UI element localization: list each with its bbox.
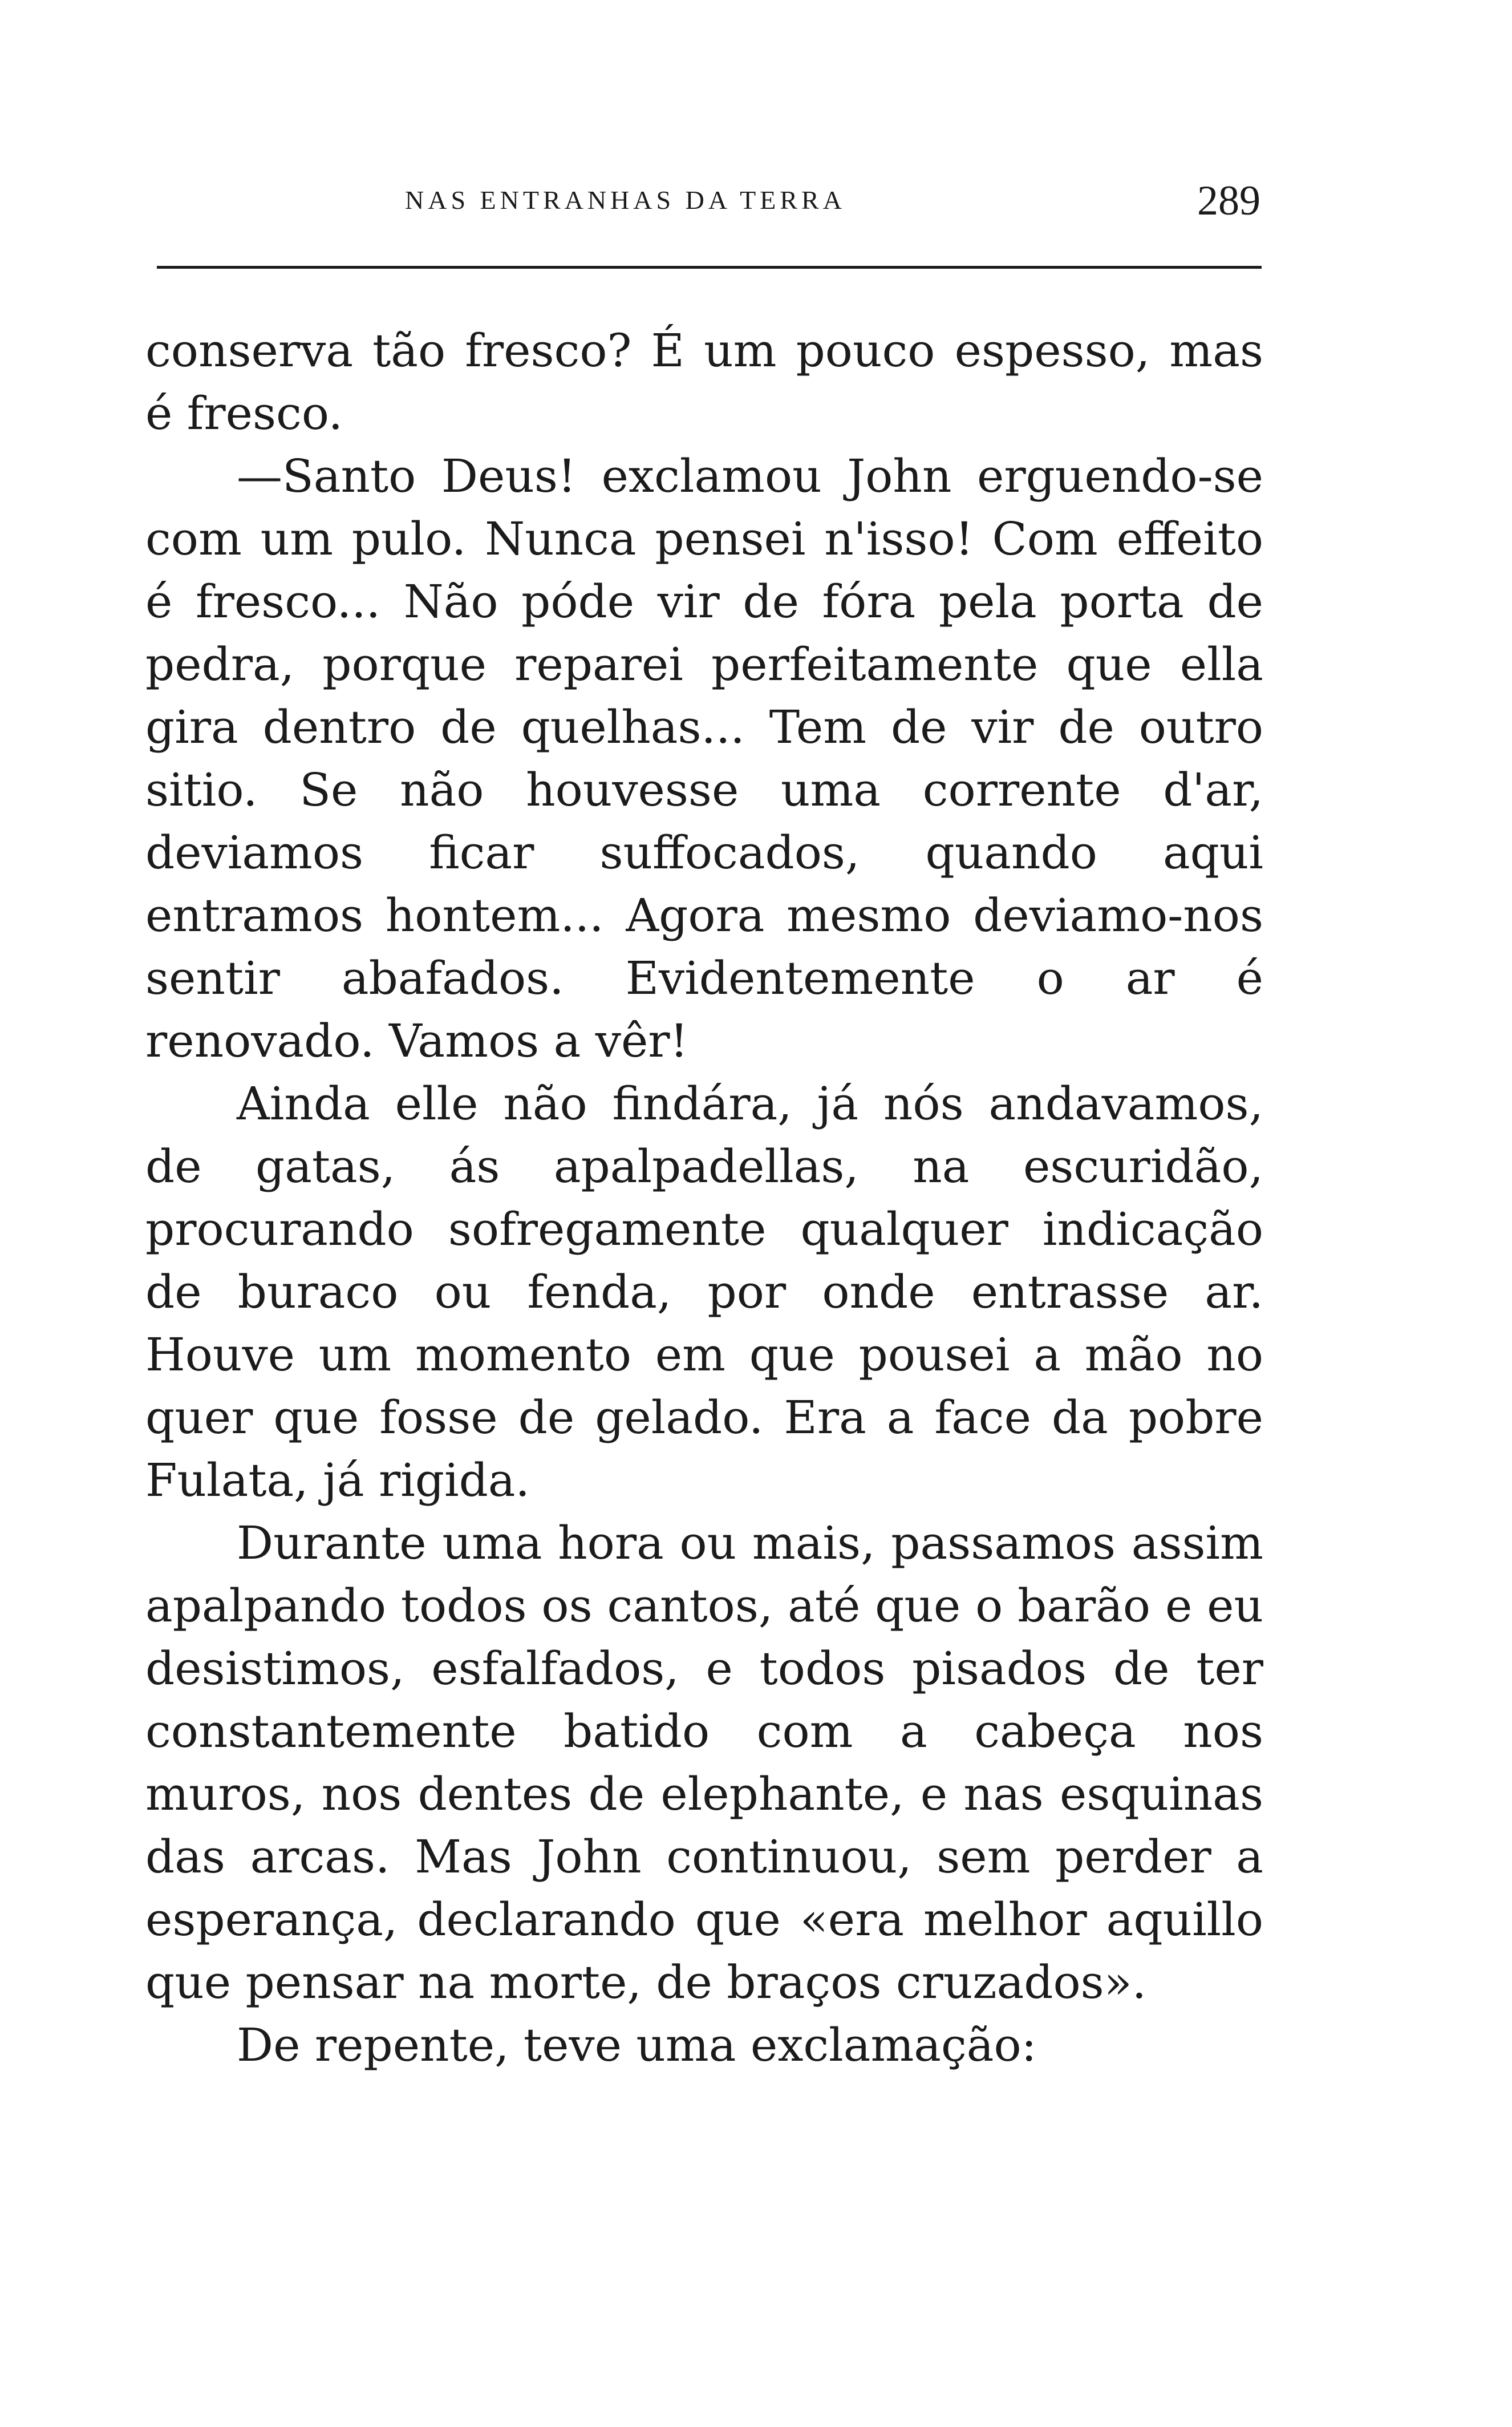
paragraph: Durante uma hora ou mais, passamos assim apalpando todos os cantos, até que o barão e eu desistimos, esfalfados, e todos pisados de ter constantemente batido com a cabeça nos muros, nos dentes de elephante, e nas esquinas das arcas. Mas John continuou, sem perder a esperança, declarando que «era melhor aquillo que pensar na morte, de braços cruzados». <box>145 1516 1263 2009</box>
body-text <box>145 319 1263 2248</box>
paragraph-dialogue: —Santo Deus! exclamou John erguendo-se com um pulo. Nunca pensei n'isso! Com effeito é fresco... Não póde vir de fóra pela porta de pedra, porque reparei perfeitamente que ella gira dentro de quelhas... Tem de vir de outro sitio. Se não houvesse uma corrente d'ar, deviamos ficar suffocados, quando aqui entramos hontem... Agora mesmo deviamo-nos sentir abafados. Evidentemente o ar é renovado. Vamos a vêr! <box>145 450 1263 1067</box>
header-rule <box>157 266 1262 269</box>
running-head <box>154 177 1260 227</box>
paragraph-continuation: conserva tão fresco? É um pouco espesso, mas é fresco. <box>145 324 1263 440</box>
paragraph: Ainda elle não findára, já nós andavamos, de gatas, ás apalpadellas, na escuridão, procurando sofregamente qualquer indicação de buraco ou fenda, por onde entrasse ar. Houve um momento em que pousei a mão no quer que fosse de gelado. Era a face da pobre Fulata, já rigida. <box>145 1077 1263 1507</box>
paragraph: De repente, teve uma exclamação: <box>237 2019 1037 2072</box>
page-number: 289 <box>1197 177 1260 224</box>
running-title: NAS ENTRANHAS DA TERRA <box>405 185 846 215</box>
